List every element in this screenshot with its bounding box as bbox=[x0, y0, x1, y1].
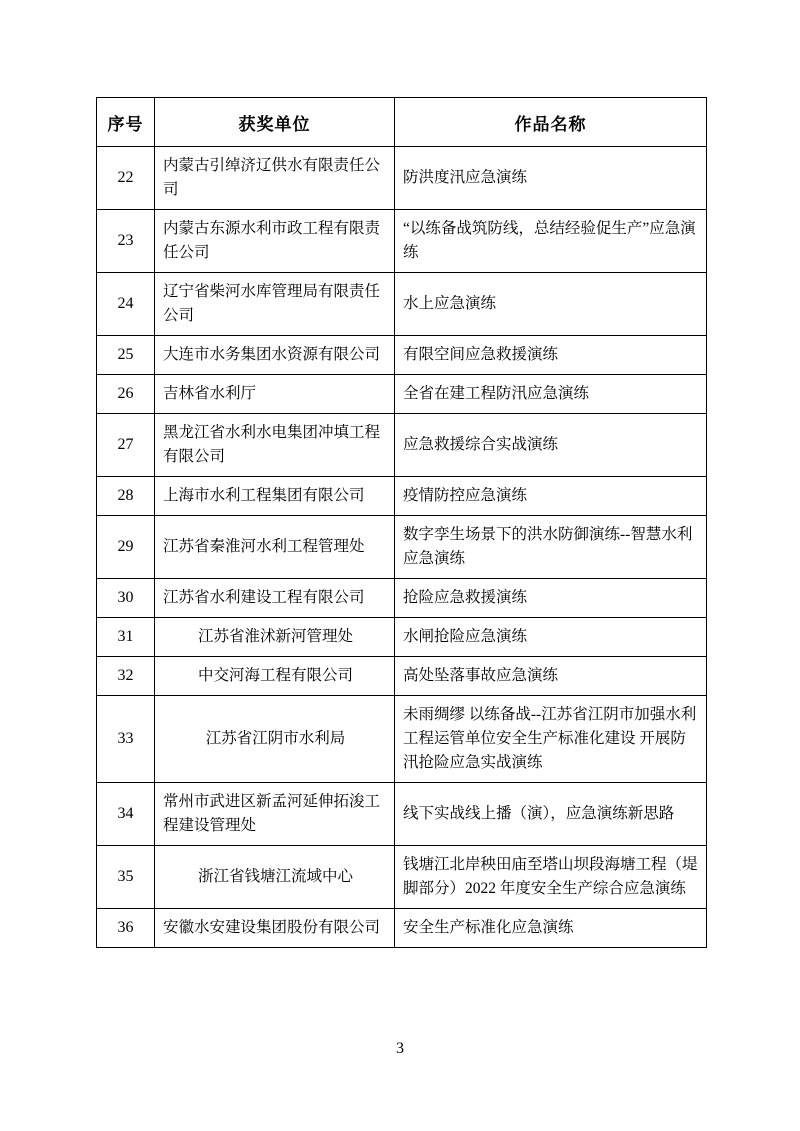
cell-work-text: 钱塘江北岸秧田庙至塔山坝段海塘工程（堤脚部分）2022 年度安全生产综合应急演练 bbox=[403, 856, 698, 898]
cell-no: 27 bbox=[97, 414, 155, 477]
page-number: 3 bbox=[396, 1040, 404, 1057]
award-table bbox=[96, 97, 707, 948]
cell-work bbox=[395, 783, 707, 846]
cell-no: 33 bbox=[97, 696, 155, 783]
table-row bbox=[97, 375, 707, 414]
cell-unit-text: 中交河海工程有限公司 bbox=[197, 667, 353, 685]
cell-work bbox=[395, 210, 707, 273]
cell-work-text: 全省在建工程防汛应急演练 bbox=[403, 385, 590, 403]
cell-unit-text: 江苏省淮沭新河管理处 bbox=[197, 628, 353, 646]
cell-no: 31 bbox=[97, 618, 155, 657]
cell-unit-text: 内蒙古引绰济辽供水有限责任公司 bbox=[163, 157, 381, 199]
column-header-work: 作品名称 bbox=[395, 98, 707, 147]
cell-unit bbox=[155, 516, 395, 579]
cell-work-text: 安全生产标准化应急演练 bbox=[403, 919, 574, 937]
table-row bbox=[97, 909, 707, 948]
table-row bbox=[97, 273, 707, 336]
cell-work bbox=[395, 147, 707, 210]
table-row bbox=[97, 846, 707, 909]
cell-work bbox=[395, 618, 707, 657]
cell-work-text: 高处坠落事故应急演练 bbox=[403, 667, 559, 685]
cell-unit-text: 吉林省水利厅 bbox=[163, 385, 257, 403]
table-row bbox=[97, 579, 707, 618]
cell-no: 34 bbox=[97, 783, 155, 846]
cell-work bbox=[395, 477, 707, 516]
cell-unit bbox=[155, 696, 395, 783]
cell-no: 23 bbox=[97, 210, 155, 273]
cell-work-text: 未雨绸缪 以练备战--江苏省江阴市加强水利工程运管单位安全生产标准化建设 开展防汛抢险应急实战演练 bbox=[403, 706, 697, 772]
cell-unit-text: 安徽水安建设集团股份有限公司 bbox=[163, 919, 381, 937]
cell-unit bbox=[155, 477, 395, 516]
cell-unit-text: 内蒙古东源水利市政工程有限责任公司 bbox=[163, 220, 381, 262]
column-header-unit: 获奖单位 bbox=[155, 98, 395, 147]
cell-work-text: 应急救援综合实战演练 bbox=[403, 436, 559, 454]
cell-no: 25 bbox=[97, 336, 155, 375]
table-row bbox=[97, 210, 707, 273]
cell-unit bbox=[155, 147, 395, 210]
cell-work-text: 有限空间应急救援演练 bbox=[403, 346, 559, 364]
table-header bbox=[97, 98, 707, 147]
column-header-no: 序号 bbox=[97, 98, 155, 147]
cell-unit-text: 黑龙江省水利水电集团冲填工程有限公司 bbox=[163, 424, 381, 466]
cell-no: 32 bbox=[97, 657, 155, 696]
cell-work bbox=[395, 696, 707, 783]
cell-work bbox=[395, 414, 707, 477]
cell-no: 24 bbox=[97, 273, 155, 336]
cell-unit-text: 江苏省水利建设工程有限公司 bbox=[163, 589, 365, 607]
award-table-container bbox=[96, 97, 706, 948]
cell-work bbox=[395, 846, 707, 909]
cell-no: 30 bbox=[97, 579, 155, 618]
cell-work-text: 防洪度汛应急演练 bbox=[403, 169, 528, 186]
cell-work bbox=[395, 579, 707, 618]
cell-work bbox=[395, 909, 707, 948]
cell-no: 22 bbox=[97, 147, 155, 210]
cell-no: 35 bbox=[97, 846, 155, 909]
cell-unit-text: 辽宁省柴河水库管理局有限责任公司 bbox=[163, 283, 381, 325]
cell-unit-text: 江苏省江阴市水利局 bbox=[205, 730, 346, 748]
cell-no: 26 bbox=[97, 375, 155, 414]
table-row bbox=[97, 618, 707, 657]
cell-unit bbox=[155, 618, 395, 657]
cell-unit bbox=[155, 375, 395, 414]
table-row bbox=[97, 477, 707, 516]
cell-work-text: 水上应急演练 bbox=[403, 295, 497, 313]
cell-unit-text: 大连市水务集团水资源有限公司 bbox=[163, 346, 381, 364]
cell-no: 36 bbox=[97, 909, 155, 948]
table-header-row bbox=[97, 98, 707, 147]
cell-no: 28 bbox=[97, 477, 155, 516]
table-row bbox=[97, 516, 707, 579]
cell-unit bbox=[155, 846, 395, 909]
table-row bbox=[97, 783, 707, 846]
cell-work-text: “以练备战筑防线，总结经验促生产”应急演练 bbox=[403, 220, 696, 262]
cell-unit bbox=[155, 657, 395, 696]
cell-unit-text: 常州市武进区新孟河延伸拓浚工程建设管理处 bbox=[163, 793, 381, 835]
cell-unit bbox=[155, 336, 395, 375]
cell-work-text: 抢险应急救援演练 bbox=[403, 589, 528, 607]
cell-work bbox=[395, 273, 707, 336]
cell-no: 29 bbox=[97, 516, 155, 579]
table-row bbox=[97, 657, 707, 696]
table-row bbox=[97, 696, 707, 783]
table-row bbox=[97, 414, 707, 477]
cell-work-text: 疫情防控应急演练 bbox=[403, 487, 528, 505]
cell-unit bbox=[155, 273, 395, 336]
cell-unit bbox=[155, 414, 395, 477]
table-body bbox=[97, 147, 707, 948]
cell-work bbox=[395, 375, 707, 414]
cell-work bbox=[395, 516, 707, 579]
cell-unit-text: 浙江省钱塘江流域中心 bbox=[197, 868, 353, 886]
cell-unit bbox=[155, 210, 395, 273]
cell-work-text: 水闸抢险应急演练 bbox=[403, 628, 528, 646]
cell-unit-text: 上海市水利工程集团有限公司 bbox=[163, 487, 365, 505]
cell-work bbox=[395, 336, 707, 375]
table-row bbox=[97, 336, 707, 375]
cell-unit-text: 江苏省秦淮河水利工程管理处 bbox=[163, 538, 365, 556]
cell-unit bbox=[155, 783, 395, 846]
cell-work bbox=[395, 657, 707, 696]
cell-unit bbox=[155, 909, 395, 948]
cell-unit bbox=[155, 579, 395, 618]
table-row bbox=[97, 147, 707, 210]
cell-work-text: 线下实战线上播（演），应急演练新思路 bbox=[403, 805, 675, 823]
cell-work-text: 数字孪生场景下的洪水防御演练--智慧水利应急演练 bbox=[403, 526, 693, 568]
